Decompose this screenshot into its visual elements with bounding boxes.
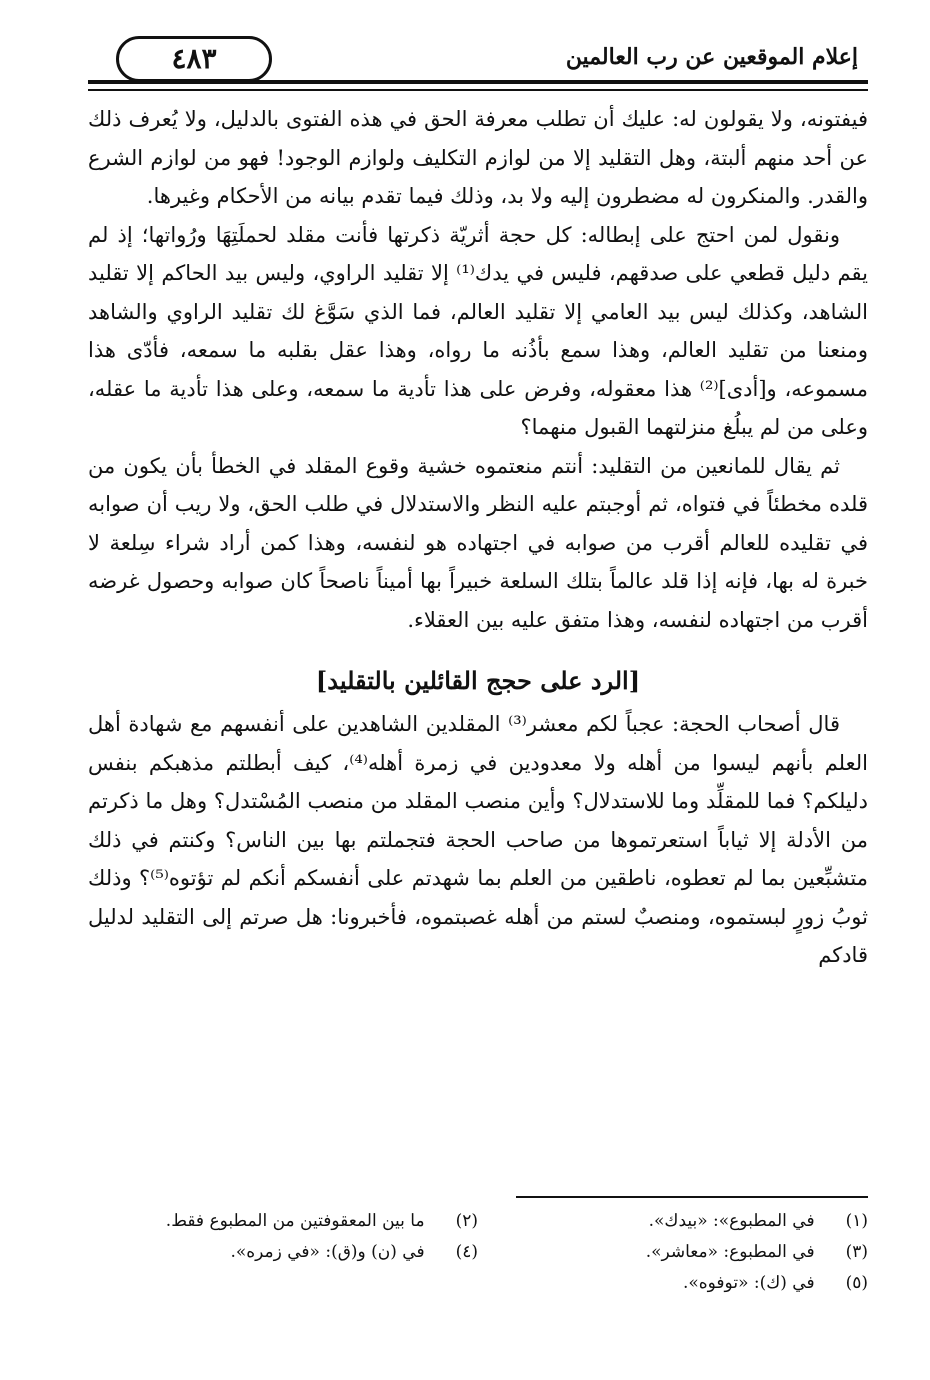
page-header	[88, 30, 868, 90]
footnote-number: (٥)	[845, 1273, 868, 1293]
footnote-3	[478, 1237, 868, 1268]
footnote-text: في (ن) و(ق): «في زمره».	[230, 1242, 425, 1262]
footnote-1	[478, 1206, 868, 1237]
footnote-separator	[516, 1196, 868, 1198]
footnote-number: (٣)	[845, 1242, 868, 1262]
section-paragraph: قال أصحاب الحجة: عجباً لكم معشر⁽³⁾ المقلدين الشاهدين على أنفسهم مع شهادة أهل العلم بأنهم ليسوا من أهله ولا معدودين في زمرة أهله⁽⁴⁾، كيف أبطلتم مذهبكم بنفس دليلكم؟ فما للمقلِّد وما للاستدلال؟ وأين منصب المقلد من منصب المُسْتدل؟ وهل ما ذكرتم من الأدلة إلا ثياباً استعرتموها من صاحب الحجة فتجملتم بها بين الناس؟ وكنتم في ذلك متشبِّعين بما لم تعطوه، ناطقين من العلم بما شهدتم على أنفسكم أنكم لم تؤتوه⁽⁵⁾؟ وذلك ثوبُ زورٍ لبستموه، ومنصبٌ لستم من أهله غصبتموه، فأخبرونا: هل صرتم إلى التقليد لدليل قادكم	[88, 712, 868, 967]
footnote-text: ما بين المعقوفتين من المطبوع فقط.	[165, 1211, 425, 1231]
page-number: ٤٨٣	[116, 36, 272, 82]
footnote-2	[88, 1206, 478, 1237]
main-text	[88, 100, 868, 975]
footnote-5	[478, 1268, 868, 1299]
footnote-text: في المطبوع»: «بيدك».	[648, 1211, 815, 1231]
footnote-text: في (ك): «توفوه».	[682, 1273, 815, 1293]
paragraph-1: فيفتونه، ولا يقولون له: عليك أن تطلب معرفة الحق في هذه الفتوى بالدليل، ولا يُعرف ذلك عن أحد منهم ألبتة، وهل التقليد إلا من لوازم التكليف ولوازم الوجود! فهو من لوازم الشرع والقدر. والمنكرون له مضطرون إليه ولا بد، وذلك فيما تقدم بيانه من الأحكام وغيرها.	[88, 107, 868, 208]
header-rule-thin	[88, 89, 868, 91]
header-rule-thick	[88, 80, 868, 84]
paragraph-2: ونقول لمن احتج على إبطاله: كل حجة أثريّة ذكرتها فأنت مقلد لحملَتِهَا ورُواتها؛ إذ لم يقم دليل قطعي على صدقهم، فليس في يدك⁽¹⁾ إلا تقليد الراوي، وليس بيد الحاكم إلا تقليد الشاهد، وكذلك ليس بيد العامي إلا تقليد العالم، فما الذي سَوَّغ لك تقليد الراوي والشاهد ومنعنا من تقليد العالم، وهذا سمع بأذُنه ما رواه، وهذا عقل بقلبه ما سمعه، فأدّى هذا مسموعه، و[أدى]⁽²⁾ هذا معقوله، وفرض على هذا تأدية ما سمعه، وعلى هذا تأدية ما عقله، وعلى من لم يبلُغ منزلتهما القبول منهما؟	[88, 222, 868, 439]
footnote-number: (١)	[845, 1211, 868, 1231]
footnote-4	[88, 1237, 478, 1268]
paragraph-3: ثم يقال للمانعين من التقليد: أنتم منعتموه خشية وقوع المقلد في الخطأ بأن يكون من قلده مخطئاً في فتواه، ثم أوجبتم عليه النظر والاستدلال في طلب الحق، ولا ريب أن صوابه في تقليده للعالم أقرب من صوابه في اجتهاده هو لنفسه، وهذا كمن أراد شراء سِلعة لا خبرة له بها، فإنه إذا قلد عالماً بتلك السلعة خبيراً بها أميناً ناصحاً كان صوابه وحصول غرضه أقرب من اجتهاده لنفسه، وهذا متفق عليه بين العقلاء.	[88, 453, 868, 632]
footnote-text: في المطبوع: «معاشر».	[645, 1242, 815, 1262]
running-title: إعلام الموقعين عن رب العالمين	[565, 44, 858, 70]
footnote-number: (٢)	[455, 1211, 478, 1231]
section-heading: [الرد على حجج القائلين بالتقليد]	[315, 666, 641, 695]
footnotes	[88, 1206, 868, 1299]
footnote-number: (٤)	[455, 1242, 478, 1262]
